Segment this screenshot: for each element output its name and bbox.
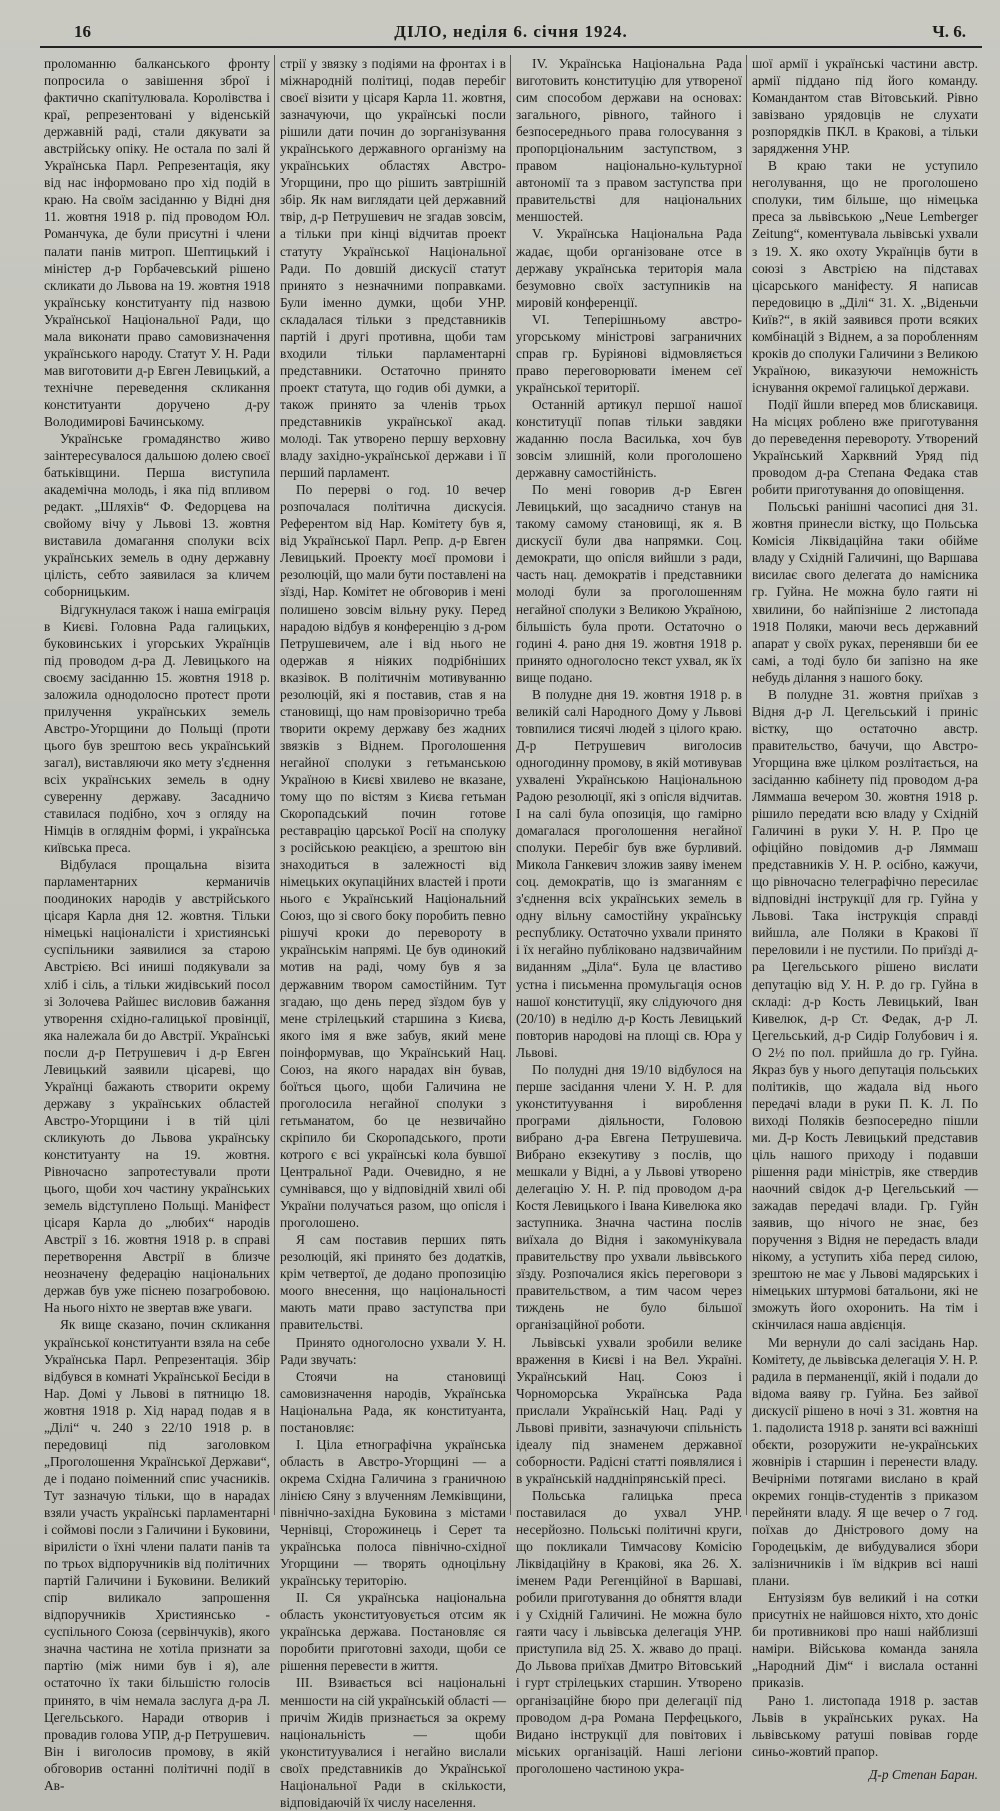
article-paragraph: IV. Українська Національна Рада виготовить конституцію для утвореної сим способом держави на основах: загального, рівного, тайного і безпосереднього права голосування з пропорціональним заступством, з правом національно-культурної автономії та з правом заступства при правительстві для національних меншостей. — [516, 56, 742, 225]
article-paragraph: проломанню балканського фронту попросила о завішення зброї і фактично скапітулювала. Королівства і краї, репрезентовані у віденській державній раді, стали дякувати за австрійську опіку. Не остала по залі й Українська Парл. Репрезентація, яку від нас інформовано про хід подій в краю. На своїм засіданню у Відні дня 11. жовтня 1918 р. під проводом Юл. Романчука, де були присутні і члени палати панів митроп. Шептицький і міністер д-р Горбачевський рішено скликати до Львова на 19. жовтня 1918 українську конституанту під назвою Української Національної Ради, що мала виконати право самовизначення українського народу. Статут У. Н. Ради мав виготовити д-р Евген Левицький, а технічне переведення скликання конституанти доручено д-ру Володимирові Бачинському. — [44, 56, 270, 429]
article-paragraph: III. Взивається всі національні меншости на сій українській області — причім Жидів признається за окрему національність — щоби уконституувалися і негайно вислали своїх представників до Української Національної Ради в скількости, відповідаючій їх числу населення. — [280, 1675, 506, 1810]
column-divider — [274, 55, 275, 1515]
article-paragraph: Останній артикул першої нашої конституції попав тільки завдяки жаданню посла Василька, хоч був зовсім злишній, коли проголошено державну самостійність. — [516, 396, 742, 481]
article-paragraph: Польська галицька преса поставилася до ухвал УНР. несерйозно. Польські політичні круги, що покликали Тимчасову Комісію Ліквідаційну в Кракові, яка 26. Х. іменем Ради Регенційної в Варшаві, робили приготування до обняття влади і у Східній Галичині. Не можна було гаяти часу і львівська делегація УНР. приступила від 25. Х. жваво до праці. До Львова приїхав Дмитро Вітовський і гурт стрілецьких старшин. Утворено організаційне бюро при делегації під проводом д-ра Романа Перфецького, Видано інструкції для повітових і міських організацій. Наші легіони проголошено частиною укра- — [516, 1487, 742, 1776]
article-paragraph: II. Ся українська національна область уконституовується отсим як українська держава. Постановляє ся поробити приготовні заходи, щоби се рішення перевести в життя. — [280, 1590, 506, 1674]
column-divider — [510, 55, 511, 1515]
issue-number: Ч. 6. — [932, 22, 966, 41]
article-paragraph: I. Ціла етнографічна українська область в Австро-Угорщині — а окрема Східна Галичина з граничною лінією Сяну з влученням Лемківщини, північно-західна Буковина з містами Чернівці, Сторожинець і Серет та українська полоса північно-східної Угорщини — творять одноцільну українську територію. — [280, 1436, 506, 1589]
article-paragraph: Польські ранішні часописі дня 31. жовтня принесли вістку, що Польська Комісія Ліквідаційна таки обійме владу у Східній Галичині, що Варшава висилає свого делегата до намісника гр. Гуйна. Не можна було гаяти ні хвилини, бо найпізніше 2 листопада 1918 Поляки, маючи весь державний апарат у своїх руках, перенявши би ее самі, а тоді було би запізно на яке небудь ділання з нашого боку. — [752, 499, 978, 685]
article-column-2 — [280, 55, 506, 1810]
article-paragraph: По полудні дня 19/10 відбулося на перше засідання члени У. Н. Р. для уконституування і вироблення програми діяльности, Головою вибрано д-ра Евгена Петрушевича. Вибрано екзекутиву з послів, що мешкали у Відні, а у Львові утворено делегацію У. Н. Р. під проводом д-ра Костя Левицького і Івана Кивелюка яко заступника. Значна частина послів виїхала до Відня і закомунікувала правительству про ухвали львівського зїзду. Розпочалися якісь переговори з правительством, а тим часом через тиждень не було більшої організаційної роботи. — [516, 1061, 742, 1333]
article-paragraph: Події йшли вперед мов блискавиця. На місцях роблено вже приготування до переведення перевороту. Утворений Український Харквний Уряд під проводом д-ра Степана Федака став робити приготування до оповіщення. — [752, 396, 978, 498]
article-column-3 — [516, 55, 742, 1776]
article-column-4 — [752, 55, 978, 1782]
article-paragraph: Як вище сказано, почин скликання української конституанти взяла на себе Українська Парл. Репрезентація. Збір відбувся в комнаті Української Бесіди в Нар. Домі у Львові в пятницю 18. жовтня 1918 р. Хід нарад подав я в „Ділі“ ч. 240 з 22/10 1918 р. в передовиці під заголовком „Проголошення Української Держави“, де і подано поіменний спис учасників. Тут зазначую тільки, що в нарадах взяли участь українські парламентарні і соймові посли з Галичини і Буковини, вірилісти о їхні члени палати панів та по трьох відпоручників від політичних партій Галичини і Буковини. Великий спір виликало запрошення відпоручників Християнсько - суспільного Союза (сервінчуків), якого значна частина не хотіла признати за партію (між ними був і я), але остаточно їх таки більшістю голосів принято, в чім немала заслуга д-ра Л. Цегельського. Наради отворив і провадив голова УПР, д-р Петрушевич. Він і виголосив промову, в якій обговорив останні політичні події в Ав- — [44, 1317, 270, 1793]
article-paragraph: По перерві о год. 10 вечер розпочалася політична дискусія. Референтом від Нар. Комітету був я, від Української Парл. Репр. д-р Евген Левицький. Проекту моєї промови і резолюцій, що мали бути поставлені на зїзді, Нар. Комітет не обговорив і мені полишено зовсім вільну руку. Перед нарадою відбув я конференцію з д-ром Петрушевичем, але і від нього не одержав я ніяких подрібніших вказівок. В політичнім мотивуванню резолюцій, які я поставив, став я на становищі, що нам провізорично треба творити окрему державу без жадних звязків з Віднем. Проголошення негайної сполуки з гетьманською Україною в Києві хвилево не вказане, тому що по вістям з Києва гетьман Скоропадський почин готове реставрацію царської Росії на сполуку з російською реакцією, а зрештою він знаходиться в залежності від німецьких окупаційних властей і проти нього є Український Національний Союз, що зі свого боку поробить певно рішучі кроки до перевороту в українськім напрямі. Це був одинокий мотив на раді, чому був я за державним твором самостійним. Тут згадаю, що день перед зїздом був у мене стрілецький старшина з Києва, якого імя я вже забув, який мене поінформував, що Український Нац. Союз, на якого нарадах він бував, боїться цього, щоби Галичина не проголосила негайної сполуки з гетьманатом, бо це незвичайно скріпило би Скоропадського, проти котрого є всі українські кола бувшої Центральної Ради. Очевидно, я не сумнівався, що у відповідній хвилі обі України получаться разом, що опісля і проголошено. — [280, 482, 506, 1231]
article-column-1 — [44, 55, 270, 1793]
article-paragraph: Ми вернули до салі засідань Нар. Комітету, де львівська делегація У. Н. Р. радила в перманенції, якій і подали до відома ваяву гр. Гуйна. Без зайвої дискусії рішено в ночі з 31. жовтня на 1. падолиста 1918 р. заняти всі важніші обєкти, розоружити не-українських жовнірів і старшин і перенести владу. Вечірніми потягами вислано в край окремих гонців-студентів з приказом перейняти владу. Я ще вечер о 7 год. поїхав до Дністрового дому на Городецькім, де вибудувалися збори залізничників і їм відкрив всі наші плани. — [752, 1334, 978, 1589]
article-paragraph: Відгукнулася також і наша еміграція в Києві. Головна Рада галицьких, буковинських і угорських Українців під проводом д-ра Д. Левицького на своєму засіданню 15. жовтня 1918 р. заложила однодолосно протест проти прилучення українських земель Австро-Угорщини до Польщі (проти цього був зрештою весь український загал), виставляючи яко мету з'єднення всіх українських земель в одну суверенну державу. Засадничо ставилася подібно, хоч з огляду на Німців в огляднім формі, і українська київська преса. — [44, 601, 270, 856]
article-paragraph: VI. Теперішньому австро-угорському міністрові заграничних справ гр. Буріянові відмовляється право переговорювати іменем сеї української території. — [516, 311, 742, 395]
article-paragraph: Стоячи на становищі самовизначення народів, Українська Національна Рада, як конституанта, постановляє: — [280, 1368, 506, 1435]
article-paragraph: По мені говорив д-р Евген Левицький, що засадничо станув на такому самому становищі, як я. В дискусії були два напрямки. Соц. демократи, що опісля вийшли з ради, часть нац. демократів і представники молоді були за проголошенням негайної сполуки з Великою Україною, більшість була проти. Остаточно о годині 4. рано дня 19. жовтня 1918 р. принято одноголосно текст ухвал, як їх вище подано. — [516, 482, 742, 685]
article-paragraph: Українське громадянство живо заінтересувалося дальшою долею своєї батьківщини. Перша виступила академічна молодь, і яка під впливом редакт. „Шляхів“ Ф. Федорцева на свойому вічу у Львові 13. жовтня виставила домагання сполуки всіх українських земель в одну державну цілість, себто заявилася за кличем соборницьким. — [44, 431, 270, 600]
article-paragraph: Відбулася прощальна візита парламентарних керманичів поодиноких народів у австрійського цісаря Карла дня 12. жовтня. Тільки німецькі націоналісти і християнські суспільники заявилися за старою Австрією. Всі иниші подякували за хліб і сіль, а тільки жидівський посол зі Золочева Райшес висловив бажання утворення східно-галицької провінції, яка належала би до Австрії. Українські посли д-р Петрушевич і д-р Евген Левицький заявили цісареві, що Українці бажають створити окрему державу з українських областей Австро-Угорщини і в тій цілі скликують до Львова українську конституанту на 19. жовтня. Рівночасно запротестували проти цього, щоби хоч частину українських земель відступлено Польщі. Маніфест цісаря Карла до „любих“ народів Австрії з 16. жовтня 1918 р. в справі перетворення Австрії в близче неозначену федерацію національних держав був уже піснею позагробовою. На нього ніхто не звертав вже уваги. — [44, 857, 270, 1316]
column-divider — [746, 55, 747, 1515]
article-paragraph: шої армії і українські частини австр. армії піддано під його команду. Командантом став Вітовський. Рівно завізвано урядовців не слухати розпорядків ПКЛ. в Кракові, а тільки зарядження УНР. — [752, 56, 978, 157]
article-paragraph: Ентузіязм був великий і на сотки присутніх не найшовся ніхто, хто доніс би противникові про наші найблизші наміри. Військова команда заняла „Народний Дім“ і вислала останні приказів. — [752, 1590, 978, 1691]
article-paragraph: стрії у звязку з подіями на фронтах і в міжнародній політиці, подав перебіг своєї візити у цісаря Карла 11. жовтня, зазначуючи, що українські посли рішили дати почин до зорганізування українського державного організму на українських областях Австро-Угорщини, про що рішить завтрішній збір. Як нам виглядати цей державний твір, д-р Петрушевич не згадав зовсім, а тільки при кінці відчитав проект статуту Української Національної Ради. По довшій дискусії статут принято з незначними поправками. Були іменно думки, щоби УНР. складалася тільки з представників партій і другі противна, щоби там входили тільки парламентарні представники. Остаточно принято проект статута, що годив обі думки, а також принято за членів трьох представників української акад. молоді. Так утворено першу верховну владу західно-української держави і її перший парламент. — [280, 56, 506, 481]
author-signature: Д-р Степан Баран. — [868, 1766, 978, 1782]
article-paragraph: В полудне дня 19. жовтня 1918 р. в великій салі Народного Дому у Львові товпилися тисячі людей з цілого краю. Д-р Петрушевич виголосив одногодинну промову, в якій мотивував ухвалені Українською Національною Радою резолюції, які з опісля відчитав. І на салі була опозиція, що гамірно домагалася проголошення негайної сполуки. Перебіг був вже бурливий. Микола Ганкевич зложив заяву іменем соц. демократів, що із змаганням є з'єднення всіх українських земель в одну вільну самостійну українську республику. Остаточно ухвали принято і їх негайно публіковано надзвичайним виданням „Діла“. Була це властиво устна і письменна промульгація основ нашої конституції, яку слідуючого дня (20/10) в неділю д-р Кость Левицький повторив народові на площі св. Юра у Львові. — [516, 686, 742, 1060]
page-number: 16 — [74, 22, 91, 41]
article-paragraph: Я сам поставив перших пять резолюцій, які принято без додатків, крім четвертої, де додано пропозицію моого внесення, що національності мають мати право заступства при правительстві. — [280, 1232, 506, 1333]
page-header — [40, 18, 982, 48]
article-paragraph: В полудне 31. жовтня приїхав з Відня д-р Л. Цегельський і приніс вістку, що остаточно австр. правительство, бачучи, що Австро-Угорщина вже цілком розлітається, на засіданню кабінету під проводом д-ра Ляммаша вечером 30. жовтня 1918 р. рішило передати всю владу у Східній Галичині в руки У. Н. Р. Про це офіційно повідомив д-р Ляммаш представників У. Н. Р. осібно, кажучи, що рівночасно телеграфічно пересилає відповідні інструкції для гр. Гуйна у Львові. Така інструкція справді вийшла, але Поляки в Кракові її переловили і не пустили. По приїзді д-ра Цегельського рішено вислати депутацію від У. Н. Р. до гр. Гуйна в складі: д-р Кость Левицький, Іван Кивелюк, д-р Ст. Федак, д-р Л. Цегельський, д-р Сидір Голубович і я. О 2½ по пол. прийшла до гр. Гуйна. Якраз був у нього депутація польських політиків, що жадала від нього передачі влади в руки П. К. Л. По виході Поляків безпосередно пішли ми. Д-р Кость Левицький представив ціль нашого приходу і подавши рішення ради міністрів, яке ствердив наочний свідок д-р Цегельський — зажадав передачі влади. Гр. Гуйн заявив, що нічого не знає, без поручення з Відня не передасть влади нікому, а уступить хіба перед силою, зрештою не має у Львові мадярських і німецьких штурмові батальони, які не зможуть його охоронить. На тім і скінчилася наша авдієнція. — [752, 686, 978, 1333]
article-paragraph: Рано 1. листопада 1918 р. застав Львів в українських руках. На львівському ратуші повівав горде синьо-жовтий прапор. — [752, 1692, 978, 1759]
masthead-title: ДІЛО, неділя 6. січня 1924. — [394, 22, 628, 41]
article-paragraph: В краю таки не уступило неголування, що не проголошено сполуки, тим більше, що німецька преса за львівською „Neue Lemberger Zeitung“, коментувала львівські ухвали з 19. Х. яко охоту Українців бути в союзі з Австрією на підставах цісарського маніфесту. Я написав передовицю в „Ділі“ 31. Х. „Віденьчи Київ?“, в якій заявився проти всяких комбінацій з Віднем, а за поробленням кроків до сполуки Галичини з Великою Україною, виказуючи неможність існування окремої галицької держави. — [752, 158, 978, 395]
article-paragraph: Львівські ухвали зробили велике враження в Києві і на Вел. Україні. Український Нац. Союз і Чорноморська Українська Рада прислали Українській Нац. Раді у Львові привіти, зазначуючи спільність ідеалу під знаменем державної соборности. Радісні статті появлялися і в українській наддніпрянській пресі. — [516, 1334, 742, 1486]
article-paragraph: Принято одноголосно ухвали У. Н. Ради звучать: — [280, 1334, 506, 1367]
article-paragraph: V. Українська Національна Рада жадає, щоби організоване отсе в державу українська територія мала безумовно своїх заступників на мировій конференції. — [516, 226, 742, 310]
